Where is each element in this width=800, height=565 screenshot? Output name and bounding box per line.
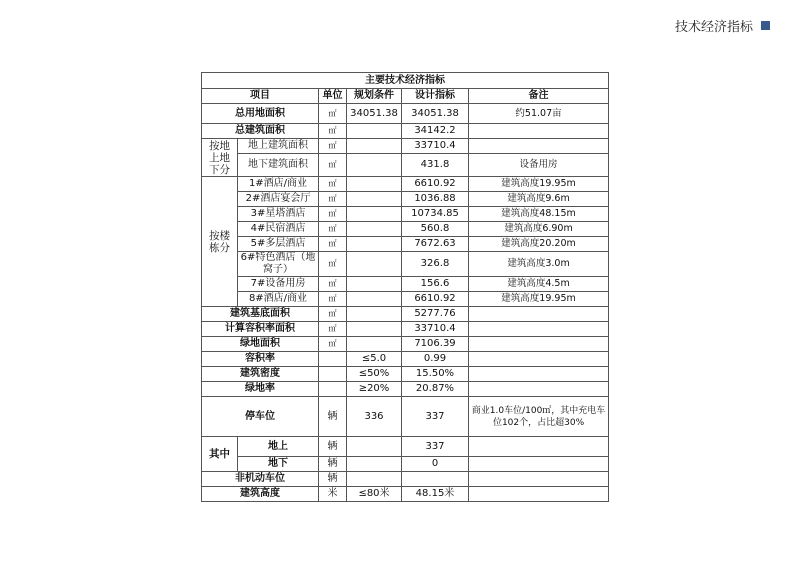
table-row [202, 352, 609, 367]
row-plan [347, 222, 402, 237]
page-title: 技术经济指标 [674, 20, 753, 35]
row-label: 总建筑面积 [202, 124, 319, 139]
row-design: 34142.2 [402, 124, 469, 139]
table-row [202, 307, 609, 322]
row-design: 33710.4 [402, 322, 469, 337]
row-note: 建筑高度3.0m [469, 252, 609, 277]
row-label: 总用地面积 [202, 104, 319, 124]
row-label: 6#特色酒店（地窝子） [238, 252, 319, 277]
row-unit [319, 367, 347, 382]
row-design: 337 [402, 397, 469, 437]
row-label: 计算容积率面积 [202, 322, 319, 337]
row-plan: ≤5.0 [347, 352, 402, 367]
row-label: 3#星塔酒店 [238, 207, 319, 222]
row-plan [347, 307, 402, 322]
table-row [202, 382, 609, 397]
row-plan [347, 207, 402, 222]
row-unit: ㎡ [319, 124, 347, 139]
row-design: 10734.85 [402, 207, 469, 222]
row-unit [319, 352, 347, 367]
row-unit: ㎡ [319, 307, 347, 322]
table-row [202, 177, 609, 192]
row-plan: ≥20% [347, 382, 402, 397]
row-plan: 336 [347, 397, 402, 437]
row-note: 约51.07亩 [469, 104, 609, 124]
square-icon [761, 21, 770, 30]
row-label: 1#酒店/商业 [238, 177, 319, 192]
row-note: 建筑高度19.95m [469, 292, 609, 307]
row-unit: ㎡ [319, 139, 347, 154]
row-note [469, 322, 609, 337]
row-design: 6610.92 [402, 292, 469, 307]
row-design: 33710.4 [402, 139, 469, 154]
row-plan [347, 322, 402, 337]
row-note [469, 124, 609, 139]
row-label: 7#设备用房 [238, 277, 319, 292]
group-label-among: 其中 [202, 437, 238, 472]
row-unit: ㎡ [319, 322, 347, 337]
row-label: 建筑密度 [202, 367, 319, 382]
table-row [202, 472, 609, 487]
row-plan [347, 457, 402, 472]
kpi-table [201, 72, 609, 502]
row-unit: 辆 [319, 437, 347, 457]
table-title-row [202, 73, 609, 89]
table-row [202, 252, 609, 277]
row-label: 建筑基底面积 [202, 307, 319, 322]
page-header [675, 16, 770, 35]
table-title: 主要技术经济指标 [202, 73, 609, 89]
row-unit [319, 382, 347, 397]
table-row [202, 237, 609, 252]
row-design [402, 472, 469, 487]
row-note: 建筑高度48.15m [469, 207, 609, 222]
row-note [469, 437, 609, 457]
row-label: 绿地面积 [202, 337, 319, 352]
col-header-note: 备注 [469, 89, 609, 104]
row-design: 156.6 [402, 277, 469, 292]
table-row [202, 292, 609, 307]
row-label: 建筑高度 [202, 487, 319, 502]
row-unit: ㎡ [319, 222, 347, 237]
row-plan: ≤50% [347, 367, 402, 382]
row-unit: ㎡ [319, 337, 347, 352]
row-design: 6610.92 [402, 177, 469, 192]
row-unit: ㎡ [319, 207, 347, 222]
row-label: 8#酒店/商业 [238, 292, 319, 307]
row-note [469, 457, 609, 472]
row-unit: 辆 [319, 397, 347, 437]
row-plan [347, 337, 402, 352]
row-unit: ㎡ [319, 277, 347, 292]
col-header-design: 设计指标 [402, 89, 469, 104]
row-note: 建筑高度9.6m [469, 192, 609, 207]
row-note [469, 307, 609, 322]
table-row [202, 322, 609, 337]
table-row [202, 337, 609, 352]
row-label: 地下建筑面积 [238, 154, 319, 177]
row-design: 7106.39 [402, 337, 469, 352]
row-unit: ㎡ [319, 154, 347, 177]
row-plan [347, 237, 402, 252]
row-note [469, 367, 609, 382]
table-row [202, 139, 609, 154]
row-plan [347, 437, 402, 457]
row-design: 337 [402, 437, 469, 457]
row-note: 设备用房 [469, 154, 609, 177]
table-row [202, 277, 609, 292]
row-plan: ≤80米 [347, 487, 402, 502]
table-row [202, 222, 609, 237]
row-plan [347, 154, 402, 177]
row-label: 地下 [238, 457, 319, 472]
table-row [202, 437, 609, 457]
row-note: 建筑高度20.20m [469, 237, 609, 252]
row-unit: 辆 [319, 472, 347, 487]
row-label: 非机动车位 [202, 472, 319, 487]
row-unit: ㎡ [319, 237, 347, 252]
table-row [202, 154, 609, 177]
row-note: 建筑高度19.95m [469, 177, 609, 192]
row-plan [347, 139, 402, 154]
row-design: 1036.88 [402, 192, 469, 207]
row-label: 绿地率 [202, 382, 319, 397]
table-header-row [202, 89, 609, 104]
row-plan [347, 292, 402, 307]
row-note [469, 472, 609, 487]
row-plan: 34051.38 [347, 104, 402, 124]
table-row [202, 457, 609, 472]
row-unit: ㎡ [319, 104, 347, 124]
row-design: 0 [402, 457, 469, 472]
group-label-ground: 按地上地下分 [202, 139, 238, 177]
row-label: 5#多层酒店 [238, 237, 319, 252]
row-design: 560.8 [402, 222, 469, 237]
row-unit: 辆 [319, 457, 347, 472]
row-note: 商业1.0车位/100㎡，其中充电车位102个，占比超30% [469, 397, 609, 437]
row-unit: ㎡ [319, 292, 347, 307]
table-row [202, 397, 609, 437]
row-label: 容积率 [202, 352, 319, 367]
row-note [469, 352, 609, 367]
row-unit: ㎡ [319, 252, 347, 277]
row-plan [347, 177, 402, 192]
col-header-plan: 规划条件 [347, 89, 402, 104]
row-label: 4#民宿酒店 [238, 222, 319, 237]
row-note [469, 337, 609, 352]
col-header-unit: 单位 [319, 89, 347, 104]
row-label: 地上建筑面积 [238, 139, 319, 154]
col-header-item: 项目 [202, 89, 319, 104]
row-note [469, 487, 609, 502]
row-plan [347, 192, 402, 207]
row-plan [347, 252, 402, 277]
row-note: 建筑高度4.5m [469, 277, 609, 292]
row-design: 7672.63 [402, 237, 469, 252]
row-unit: ㎡ [319, 192, 347, 207]
row-design: 15.50% [402, 367, 469, 382]
table-row [202, 367, 609, 382]
row-plan [347, 277, 402, 292]
table-row [202, 487, 609, 502]
row-design: 0.99 [402, 352, 469, 367]
row-design: 431.8 [402, 154, 469, 177]
row-label: 2#酒店宴会厅 [238, 192, 319, 207]
row-design: 5277.76 [402, 307, 469, 322]
row-note [469, 139, 609, 154]
row-design: 20.87% [402, 382, 469, 397]
table-row [202, 192, 609, 207]
row-design: 326.8 [402, 252, 469, 277]
row-label: 停车位 [202, 397, 319, 437]
row-note [469, 382, 609, 397]
row-unit: 米 [319, 487, 347, 502]
row-plan [347, 472, 402, 487]
row-plan [347, 124, 402, 139]
row-note: 建筑高度6.90m [469, 222, 609, 237]
row-design: 48.15米 [402, 487, 469, 502]
table-row [202, 124, 609, 139]
row-design: 34051.38 [402, 104, 469, 124]
group-label-building: 按楼栋分 [202, 177, 238, 307]
table-row [202, 207, 609, 222]
table-row [202, 104, 609, 124]
row-label: 地上 [238, 437, 319, 457]
row-unit: ㎡ [319, 177, 347, 192]
